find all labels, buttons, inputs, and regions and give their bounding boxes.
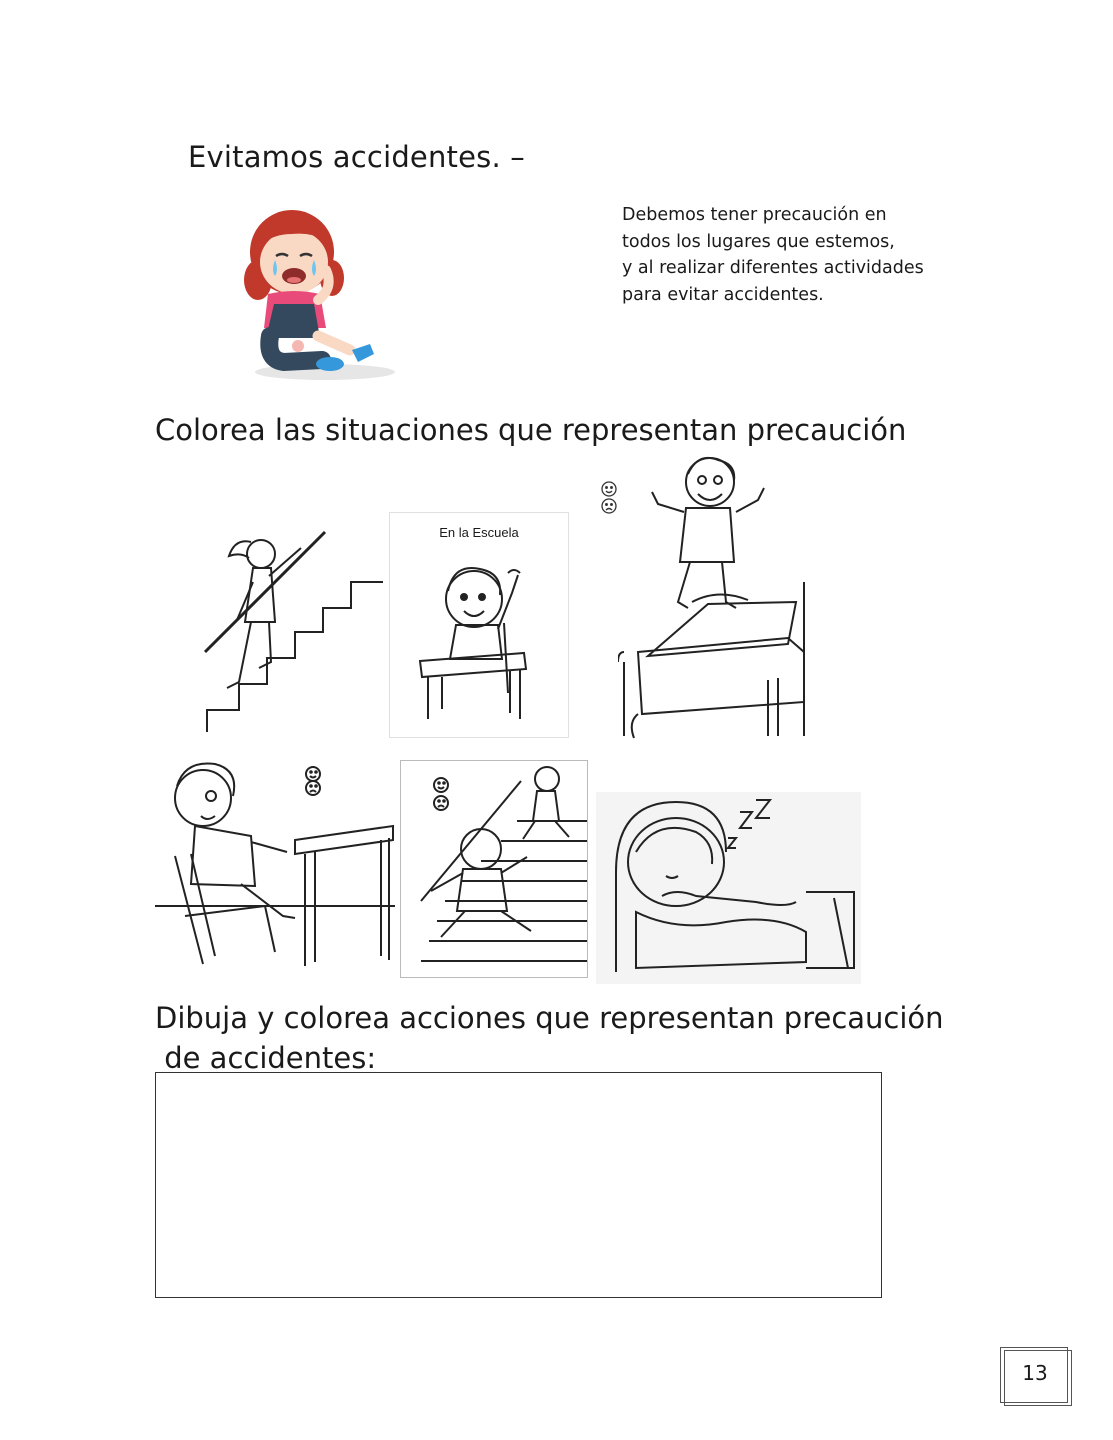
intro-line: Debemos tener precaución en [622, 205, 887, 225]
boy-tipping-chair-illustration [155, 756, 400, 971]
boy-at-desk-school-illustration [389, 512, 569, 738]
intro-line: para evitar accidentes. [622, 284, 824, 305]
page-number-box [1000, 1347, 1068, 1403]
intro-paragraph [622, 202, 982, 308]
intro-line: y al realizar diferentes actividades [622, 258, 924, 278]
page-number: 13 [1022, 1361, 1048, 1385]
instruction-draw-line1: Dibuja y colorea acciones que representan precaución [155, 1001, 944, 1035]
drawing-area-box[interactable] [155, 1072, 882, 1298]
intro-line: todos los lugares que estemos, [622, 231, 895, 252]
instruction-draw-line2: de accidentes: [155, 1041, 377, 1075]
page-title: Evitamos accidentes. – [188, 140, 526, 174]
crying-girl-illustration [230, 200, 400, 385]
boys-running-stairs-illustration [400, 760, 588, 978]
girl-climbing-stairs-illustration [155, 512, 385, 738]
instruction-color: Colorea las situaciones que representan precaución [155, 413, 907, 447]
child-sleeping-illustration [596, 792, 861, 984]
illustration-caption: En la Escuela [439, 525, 519, 540]
boy-jumping-on-bed-illustration [618, 452, 813, 742]
instruction-draw [155, 998, 944, 1078]
